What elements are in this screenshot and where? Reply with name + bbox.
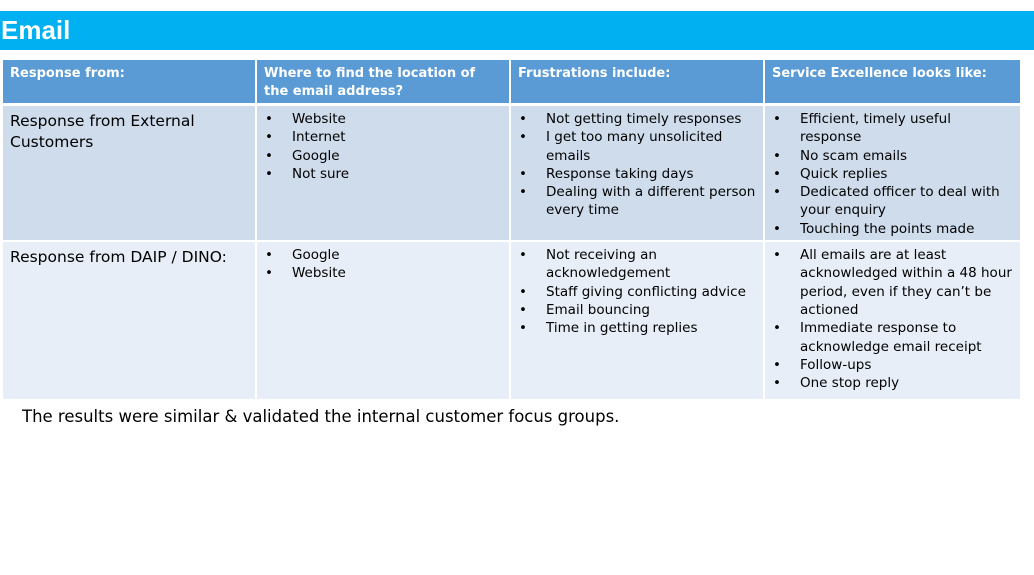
location-cell (257, 106, 511, 242)
list-item: • Touching the points made (772, 220, 1013, 238)
list-item: • Email bouncing (518, 301, 756, 319)
header-service-excellence: Service Excellence looks like: (765, 60, 1020, 106)
excellence-cell (765, 242, 1020, 401)
list-item: • Not getting timely responses (518, 110, 756, 128)
frustrations-list (518, 110, 756, 220)
list-item: • Dedicated officer to deal with your enquiry (772, 183, 1013, 220)
list-item: • Website (264, 110, 502, 128)
location-list (264, 246, 502, 283)
email-feedback-table (3, 60, 1020, 401)
excellence-list (772, 110, 1013, 238)
list-item: • Not sure (264, 165, 502, 183)
list-item: • Dealing with a different person every time (518, 183, 756, 220)
table-row-external-customers (3, 106, 1020, 242)
slide-title: Email (1, 15, 71, 45)
list-item: • Immediate response to acknowledge email receipt (772, 319, 1013, 356)
header-location: Where to find the location of the email address? (257, 60, 511, 106)
row-label: Response from DAIP / DINO: (3, 242, 257, 401)
excellence-list (772, 246, 1013, 392)
header-response-from: Response from: (3, 60, 257, 106)
row-label: Response from External Customers (3, 106, 257, 242)
list-item: • Time in getting replies (518, 319, 756, 337)
table-row-daip-dino (3, 242, 1020, 401)
list-item: • Google (264, 147, 502, 165)
list-item: • All emails are at least acknowledged within a 48 hour period, even if they can’t be actioned (772, 246, 1013, 319)
excellence-cell (765, 106, 1020, 242)
list-item: • Google (264, 246, 502, 264)
list-item: • Quick replies (772, 165, 1013, 183)
list-item: • One stop reply (772, 374, 1013, 392)
frustrations-cell (511, 106, 765, 242)
table-header-row (3, 60, 1020, 106)
list-item: • Website (264, 264, 502, 282)
list-item: • Efficient, timely useful response (772, 110, 1013, 147)
list-item: • Internet (264, 128, 502, 146)
title-banner (0, 11, 1034, 50)
list-item: • Follow-ups (772, 356, 1013, 374)
list-item: • I get too many unsolicited emails (518, 128, 756, 165)
frustrations-list (518, 246, 756, 337)
footer-note: The results were similar & validated the internal customer focus groups. (22, 407, 620, 426)
location-list (264, 110, 502, 183)
list-item: • Staff giving conflicting advice (518, 283, 756, 301)
list-item: • No scam emails (772, 147, 1013, 165)
location-cell (257, 242, 511, 401)
header-frustrations: Frustrations include: (511, 60, 765, 106)
list-item: • Not receiving an acknowledgement (518, 246, 756, 283)
list-item: • Response taking days (518, 165, 756, 183)
frustrations-cell (511, 242, 765, 401)
